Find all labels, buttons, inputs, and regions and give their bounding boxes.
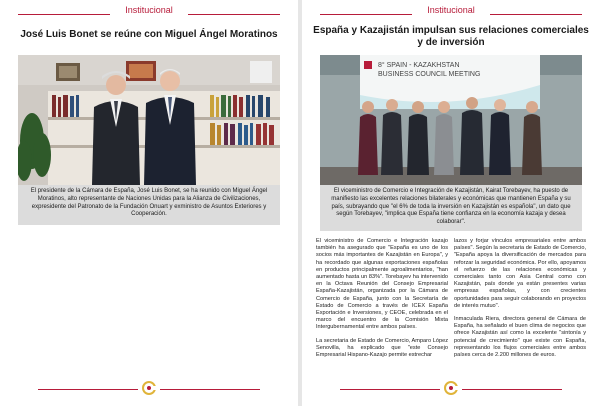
meeting-photo [18,55,280,185]
paragraph: El viceministro de Comercio e Integración kazajo también ha asegurado que "España es uno de los socios más importantes de Kazajistán en Europa", y ha recordado que algunas exportaciones españolas en productos principalmente agroalimentarios, "han aumentado hasta un 83%". Torebayev ha intervenido en la Octava Reunión del Consejo Empresarial España-Kazajistán, organizada por la Cámara de Comercio de España, junto con la Secretaría de Estado de Comercio a través de ICEX España Exportación e Inversiones, y CEOE, celebrada en el marco del encuentro de la Comisión Mixta Intergubernamental entre ambos países. [316,238,448,331]
section-label: Institucional [125,5,173,15]
left-page [0,0,298,406]
paragraph: La secretaria de Estado de Comercio, Amparo López Senovilla, ha explicado que "este Consejo Empresarial Hispano-Kazajo permite estrechar [316,337,448,359]
footer-rule-right [462,389,562,390]
delegation-photo [320,55,582,185]
chamber-logo-icon [444,381,458,395]
right-page [302,0,600,406]
article-title: España y Kazajistán impulsan sus relaciones comerciales y de inversión [313,25,589,48]
footer-rule-left [38,389,138,390]
body-column-right [454,238,586,365]
photo-caption: El viceministro de Comercio e Integración de Kazajistán, Kairat Torebayev, ha puesto de manifiesto las excelentes relaciones bilaterales y económicas que mantienen España y su país, subrayando que "el 6% de toda la inversión en Kazajistán es española", un dato que según Torebayev, "implica que España tiene confianza en la economía kazaja y desea colaborar". [320,185,582,231]
photo-caption: El presidente de la Cámara de España, José Luis Bonet, se ha reunido con Miguel Ángel Moratinos, alto representante de Naciones Unidas para la Alianza de Civilizaciones, expresidente del Patronato de la Fundación Onuart y exministro de Asuntos Exteriores y Cooperación. [18,185,280,225]
footer-rule-right [160,389,260,390]
section-label: Institucional [427,5,475,15]
screen-text-line1: 8° SPAIN - KAZAKHSTAN [378,62,460,69]
header-rule-right [490,14,582,15]
screen-text-line2: BUSINESS COUNCIL MEETING [378,71,481,78]
paragraph: lazos y forjar vínculos empresariales entre ambos países". Según la secretaria de Estado de Comercio, "España apoya la diversificación de mercados para reforzar la seguridad económica. Por ello, apoyamos el refuerzo de las relaciones económicas y comerciales tanto con Asia Central como con Kazajistán, país donde ya están presentes varias empresas españolas, y con crecientes oportunidades para seguir colaborando en proyectos de interés mutuo". [454,238,586,309]
body-column-left [316,238,448,365]
footer-rule-left [340,389,440,390]
chamber-logo-icon [142,381,156,395]
paragraph: Inmaculada Riera, directora general de Cámara de España, ha señalado el buen clima de negocios que ofrece Kazajistán así como la excelente "sintonía y potencial de crecimiento" que existe con España, representando los flujos comerciales entre ambos países cerca de 2.200 millones de euros. [454,316,586,359]
header-rule-right [188,14,280,15]
article-title: José Luis Bonet se reúne con Miguel Ángel Moratinos [20,29,278,40]
